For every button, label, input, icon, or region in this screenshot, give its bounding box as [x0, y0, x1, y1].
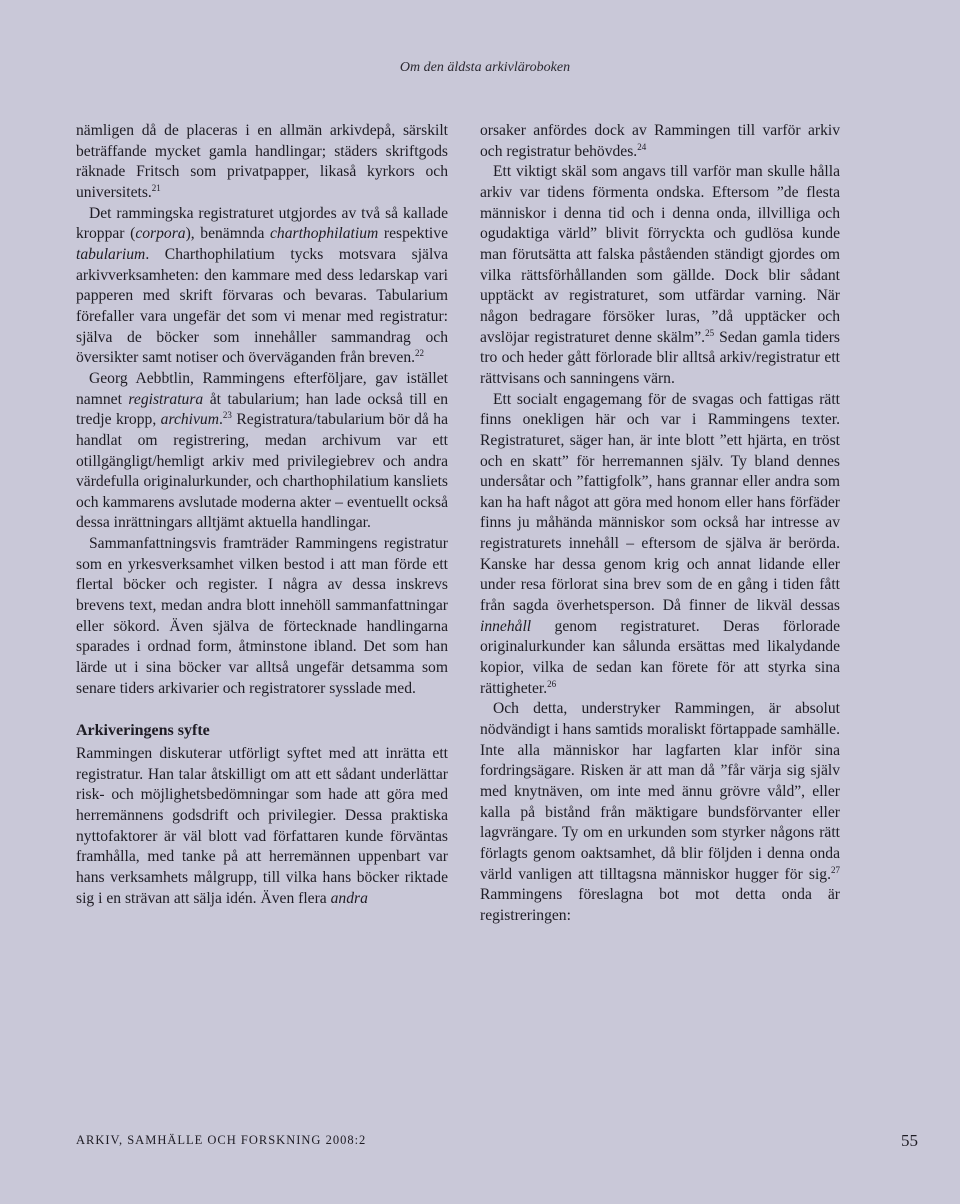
footnote-ref[interactable]: 26: [547, 678, 557, 689]
footnote-ref[interactable]: 23: [222, 410, 232, 421]
paragraph: Det rammingska registraturet utgjordes av två så kallade kroppar (corpora), benämnda charthophilatium respektive tabularium. Charthophilatium tycks motsvara själva arkivverksamheten: den kammare med dess ledarskap vari papperen med skrift förvaras och bevaras. Tabularium förefaller vara ungefär det som vi menar med registratur: själva de böcker som innehåller sammandrag och översikter samt notiser och överväganden från breven.$^{22}$: [76, 204, 448, 367]
paragraph: Georg Aebbtlin, Rammingens efterföljare, gav istället namnet registratura åt tabularium; han lade också till en tredje kropp, archivum.$^{23}$ Registratura/tabularium bör då ha handlat om registrering, medan archivum var ett otillgängligt/hemligt arkiv med privilegiebrev och andra värdefulla originalurkunder, och charthophilatium kansliets och kammarens avslutade moderna akter – eventuellt också dessa inrättningars alltjämt aktuella handlingar.: [76, 369, 449, 532]
paragraph: Ett viktigt skäl som angavs till varför man skulle hålla arkiv var tidens förmenta ondska. Eftersom ”de flesta människor i denna tid och i denna onda, illvilliga och ogudaktiga värld” blivit förryckta och gudlösa kunde man förutsätta att falska påståenden ständigt gjordes om vilka rättsförhållanden som gällde. Dock blir sådant upptäckt av registraturet, som utfärdar varning. När någon bedragare försöker luras, ”då upptäcker och avslöjar registraturet denne skälm”.$^{25}$ Sedan gamla tiders tro och heder gått förlorade blir alltså arkiv/registratur ett rättvisans och sanningens värn.: [480, 163, 840, 387]
section-heading: Arkiveringens syfte: [76, 722, 210, 740]
paragraph: orsaker anfördes dock av Rammingen till varför arkiv och registratur behövdes.$^{24}$: [480, 122, 840, 160]
paragraph: Och detta, understryker Rammingen, är absolut nödvändigt i hans samtids moraliskt förtappade samhälle. Inte alla människor har lagfarten klar inför sina fordringsägare. Risken är att man då ”får värja sig själv med knytnäven, om inte med ännu grövre våld”, eller kalla på bistånd från mäktigare bundsförvanter eller lagvrängare. Ty om en urkunden som styrker någons rätt förlagts genom oaktsamhet, då blir följden i denna onda värld vanligen att tilltagsna människor hugger för sig.$^{27}$ Rammingens föreslagna bot mot detta onda är registreringen:: [480, 700, 840, 924]
journal-footer: ARKIV, SAMHÄLLE OCH FORSKNING 2008:2: [76, 1133, 367, 1147]
paragraph: Rammingen diskuterar utförligt syftet med att inrätta ett registratur. Han talar åtskilligt om att ett sådant underlättar risk- och möjlighetsbedömningar som hade att göra med herremännens godsdrift och privilegier. Dessa praktiska nyttofaktorer är väl blott vad författaren kunde förväntas framhålla, med tanke på att herremännen uppenbart var hans verksamhets målgrupp, till vilka hans böcker riktade sig i en strävan att sälja idén. Även flera andra: [76, 745, 448, 907]
footnote-ref[interactable]: 25: [705, 327, 715, 338]
footnote-ref[interactable]: 22: [415, 348, 425, 359]
page-number: 55: [901, 1131, 918, 1150]
paragraph: Ett socialt engagemang för de svagas och fattigas rätt finns onekligen här och var i Rammingens texter. Registraturet, säger han, är inte blott ”ett hjärta, en tröst och en skatt” för herremannen själv. Ty bland dennes undersåtar och ”fattigfolk”, hans grannar eller andra som kan ha haft något att göra med honom eller hans förfäder finns ju måhända människor som också har intresse av registraturets innehåll – eftersom de själva är berörda. Kanske har dessa genom krig och annat lidande eller under resa förlorat sina brev som de en gång i tiden fått från sagda överhetsperson. Då finner de likväl dessas innehåll genom registraturet. Deras förlorade originalurkunder kan sålunda ersättas med likalydande kopior, vilka de sedan kan förete för att styrka sina rättigheter.$^{26}$: [480, 390, 840, 697]
right-column: [480, 121, 840, 927]
footnote-ref[interactable]: 27: [831, 864, 840, 875]
footnote-ref[interactable]: 21: [151, 182, 161, 193]
footnote-ref[interactable]: 24: [637, 141, 647, 152]
paragraph: nämligen då de placeras i en allmän arkivdepå, särskilt beträffande mycket gamla handlingar; städers skriftgods räknade Fritsch som privatpapper, likaså kyrkors och universitets.$^{21}$: [76, 122, 448, 201]
running-head: Om den äldsta arkivläroboken: [399, 60, 571, 75]
left-column: [76, 121, 448, 909]
paragraph: Sammanfattningsvis framträder Rammingens registratur som en yrkesverksamhet vilken bestod i att man förde ett flertal böcker och register. I några av dessa inskrevs brevens text, medan andra blott innehöll sammanfattningar eller sökord. Även själva de förtecknade handlingarna sparades i ordnad form, åtminstone ibland. Det som han lärde ut i sina böcker var alltså ungefär detsamma som senare tiders arkivarier och registratorer sysslade med.: [76, 535, 448, 697]
